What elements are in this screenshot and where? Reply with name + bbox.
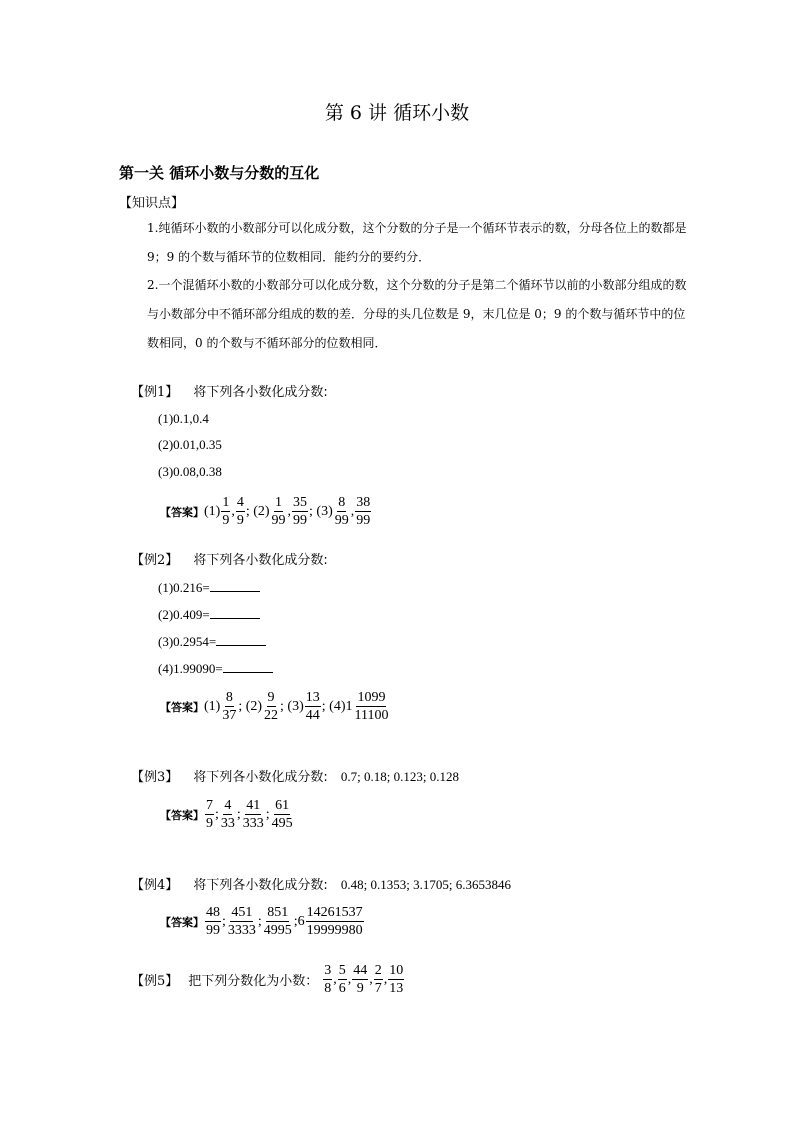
fraction: [334, 494, 350, 529]
numerator: 48: [206, 905, 220, 920]
denominator: 9: [356, 981, 364, 996]
item-text: (1)0.216=: [158, 580, 210, 595]
numerator: 1: [275, 495, 283, 510]
example-1-prompt: 将下列各小数化成分数:: [193, 385, 328, 400]
answer-math: $\frac{7}{9}$ ; $\frac{4}{33}$ ; $\frac{41}{333}$ ; $\frac{61}{495}$: [206, 798, 293, 831]
answer-part: ; (2): [245, 503, 270, 519]
numerator: 4: [236, 495, 244, 510]
example-1-item-1: (1)0.1,0.4: [158, 411, 209, 426]
numerator: 44: [353, 963, 368, 978]
example-1-item-3: (3)0.08,0.38: [158, 464, 222, 479]
item-text: (2)0.409=: [158, 607, 210, 622]
example-1-answer: [160, 494, 372, 529]
denominator: 9: [236, 513, 244, 528]
answer-blank: [210, 606, 260, 619]
example-1-label: 【例1】: [131, 385, 179, 400]
numerator: 13: [305, 690, 320, 705]
fraction: [374, 962, 383, 997]
answer-part: ; (3): [309, 503, 333, 519]
answer-label: 【答案】: [160, 808, 204, 822]
example-4-header: [131, 874, 511, 893]
fraction: [221, 494, 230, 529]
denominator: 4995: [263, 923, 292, 938]
answer-label: 【答案】: [160, 915, 204, 929]
denominator: 9: [206, 816, 213, 831]
fraction: [271, 494, 287, 529]
fraction: [388, 962, 404, 997]
denominator: 99: [293, 513, 308, 528]
numerator: 1: [222, 495, 230, 510]
example-3-header: [131, 766, 459, 785]
example-5-label: 【例5】: [131, 974, 179, 989]
answer-part: (1): [204, 698, 221, 714]
knowledge-label: 【知识点】: [119, 196, 185, 211]
example-2-answer: [160, 689, 390, 724]
answer-part: ; (3): [280, 698, 304, 714]
fraction: [221, 689, 237, 724]
example-2-item-2: [158, 606, 260, 623]
denominator: 37: [222, 708, 237, 723]
denominator: 33: [220, 816, 235, 831]
example-4-prompt: 将下列各小数化成分数:: [193, 878, 328, 893]
numerator: 41: [246, 798, 261, 813]
denominator: 6: [338, 981, 346, 996]
denominator: 99: [206, 923, 220, 938]
fraction: [242, 797, 265, 832]
denominator: 13: [389, 981, 404, 996]
numerator: 451: [231, 905, 253, 920]
example-2-prompt: 将下列各小数化成分数:: [193, 553, 328, 568]
example-1-header: [131, 381, 328, 400]
example-3-decimals: 0.7; 0.18; 0.123; 0.128: [340, 769, 459, 784]
denominator: 19999980: [306, 923, 363, 938]
answer-math: (1) $\frac{1}{9}$ , $\frac{4}{9}$ ; (2) $\frac{1}{99}$ , $\frac{35}{99}$ ; (3) $\frac{8}{99}$ , $\frac{38}{99}$: [204, 495, 371, 528]
example-2-item-4: [158, 660, 273, 677]
item-text: (3)0.2954=: [158, 634, 217, 649]
whole-part: 6: [297, 913, 305, 929]
numerator: 8: [338, 495, 346, 510]
numerator: 3: [324, 963, 332, 978]
fraction: [236, 494, 245, 529]
example-2-label: 【例2】: [131, 553, 179, 568]
numerator: 10: [389, 963, 404, 978]
answer-label: 【答案】: [160, 505, 204, 519]
denominator: 8: [324, 981, 332, 996]
numerator: 61: [275, 798, 290, 813]
numerator: 4: [224, 798, 232, 813]
denominator: 22: [264, 708, 279, 723]
answer-label: 【答案】: [160, 700, 204, 714]
knowledge-paragraph-1: 1.纯循环小数的小数部分可以化成分数，这个分数的分子是一个循环节表示的数，分母各位上的数都是 9；9 的个数与循环节的位数相同．能约分的要约分．: [147, 221, 687, 264]
answer-part: ; (4)1: [321, 698, 353, 714]
example-5-fractions: $\frac{3}{8}$ , $\frac{5}{6}$ , $\frac{44}{9}$ , $\frac{2}{7}$ , $\frac{10}{13}$: [324, 963, 404, 996]
denominator: 7: [374, 981, 382, 996]
example-2-item-1: [158, 579, 260, 596]
example-3-label: 【例3】: [131, 770, 179, 785]
numerator: 9: [267, 690, 275, 705]
denominator: 495: [271, 816, 293, 831]
example-4-decimals: 0.48; 0.1353; 3.1705; 6.3653846: [340, 877, 511, 892]
fraction: [263, 904, 293, 939]
numerator: 7: [206, 798, 213, 813]
numerator: 35: [293, 495, 308, 510]
fraction: [306, 904, 364, 939]
fraction: [271, 797, 294, 832]
denominator: 3333: [227, 923, 256, 938]
answer-blank: [210, 579, 260, 592]
denominator: 11100: [354, 708, 389, 723]
example-2-header: [131, 549, 328, 568]
denominator: 99: [334, 513, 349, 528]
numerator: 8: [225, 690, 233, 705]
denominator: 333: [242, 816, 264, 831]
answer-part: (1): [204, 503, 221, 519]
example-5-prompt: 把下列分数化为小数：: [188, 974, 319, 989]
example-3-answer: [160, 797, 295, 832]
item-text: (4)1.99090=: [158, 661, 223, 676]
numerator: 1099: [357, 690, 386, 705]
numerator: 38: [356, 495, 371, 510]
numerator: 5: [338, 963, 346, 978]
numerator: 2: [374, 963, 382, 978]
page-title: 第 6 讲 循环小数: [324, 102, 470, 124]
denominator: 44: [305, 708, 320, 723]
answer-blank: [223, 660, 273, 673]
fraction: [205, 904, 221, 939]
denominator: 99: [356, 513, 371, 528]
answer-math: [204, 689, 390, 724]
answer-math: $\frac{48}{99}$ ; $\frac{451}{3333}$ ; $\frac{851}{4995}$ ; 6 $\frac{14261537}{19999980}$: [206, 905, 363, 938]
fraction: [292, 494, 308, 529]
section-heading: 第一关 循环小数与分数的互化: [119, 164, 320, 182]
denominator: 9: [222, 513, 230, 528]
fraction: [355, 494, 371, 529]
example-3-prompt: 将下列各小数化成分数:: [193, 770, 328, 785]
fraction: [227, 904, 257, 939]
numerator: 851: [267, 905, 289, 920]
answer-part: ; (2): [238, 698, 263, 714]
fraction: [323, 962, 332, 997]
fraction: [205, 797, 214, 832]
knowledge-paragraph-2: 2.一个混循环小数的小数部分可以化成分数，这个分数的分子是第二个循环节以前的小数部分组成的数与小数部分中不循环部分组成的数的差．分母的头几位数是 9，末几位是 0；9 的个数与循环节中的位数相同，0 的个数与不循环部分的位数相同．: [147, 278, 687, 350]
example-2-item-3: [158, 633, 266, 650]
fraction: [263, 689, 279, 724]
fraction: [352, 962, 368, 997]
example-5: [131, 962, 405, 997]
fraction: [220, 797, 236, 832]
fraction: [338, 962, 347, 997]
denominator: 99: [271, 513, 286, 528]
fraction: [305, 689, 321, 724]
example-1-item-2: (2)0.01,0.35: [158, 437, 222, 452]
example-4-answer: [160, 904, 365, 939]
answer-blank: [216, 633, 266, 646]
example-4-label: 【例4】: [131, 878, 179, 893]
numerator: 14261537: [306, 905, 363, 920]
fraction: [353, 689, 389, 724]
